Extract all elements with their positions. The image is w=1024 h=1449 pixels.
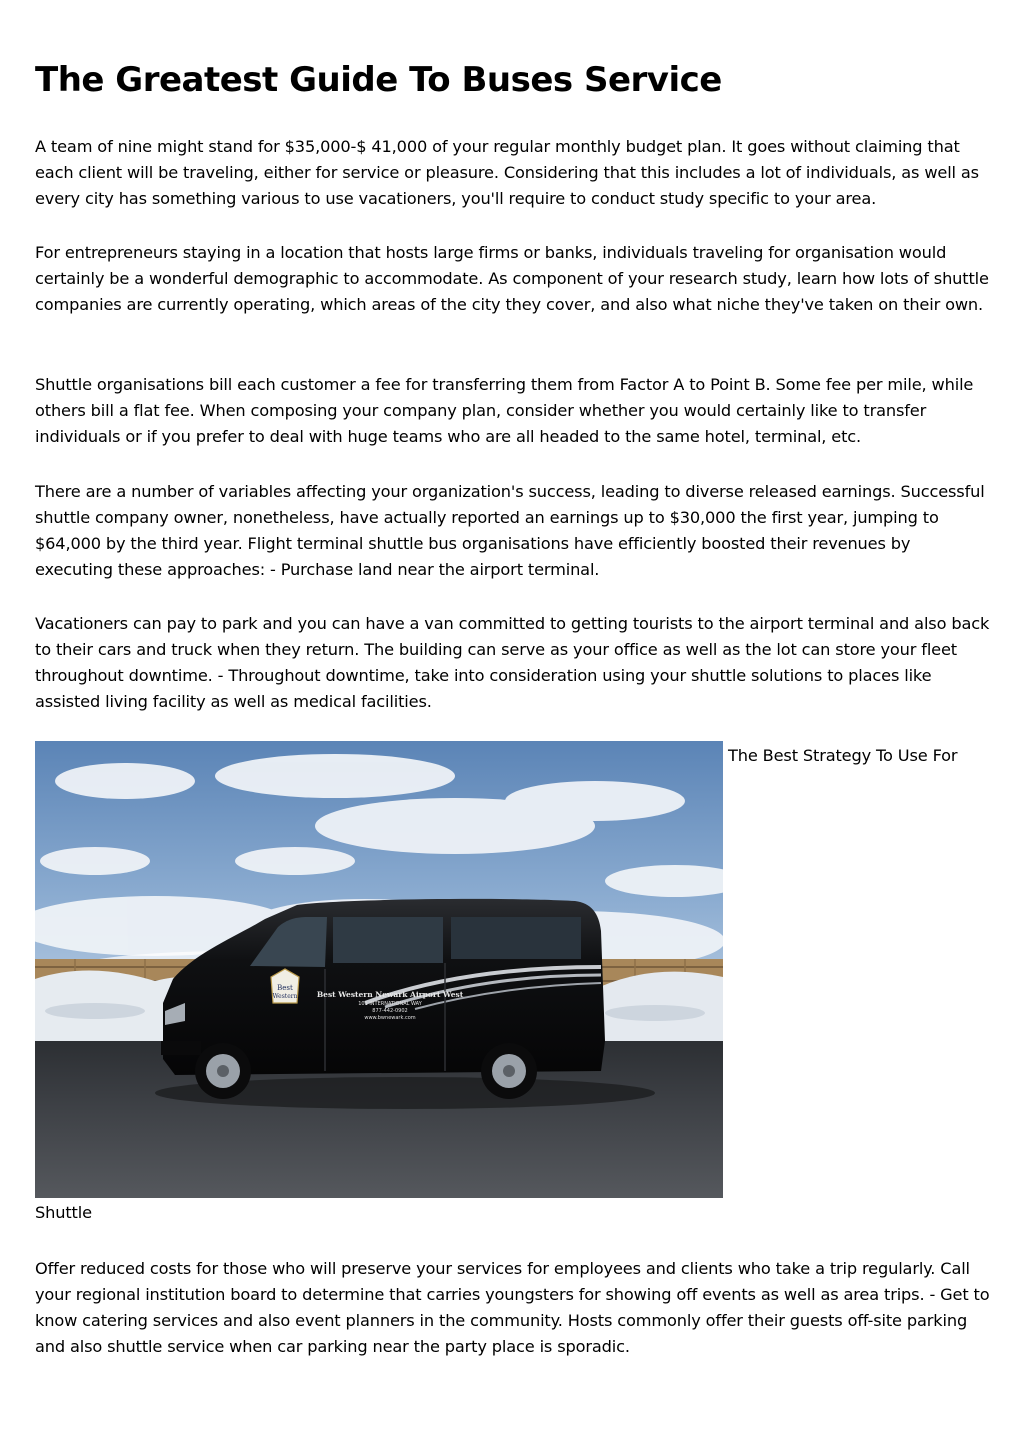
paragraph: Offer reduced costs for those who will preserve your services for employees and clients who take a trip regularly. Call your regional institution board to determine that carries youngsters for showing off events as well as area trips. - Get to know catering services and also event planners in the community. Hosts commonly offer their guests off-site parking and also shuttle service when car parking near the party place is sporadic.: [35, 1259, 990, 1356]
paragraph: Vacationers can pay to park and you can have a van committed to getting tourists to the airport terminal and also back to their cars and truck when they return. The building can serve as your office as well as the lot can store your fleet throughout downtime. - Throughout downtime, take into consideration using your shuttle solutions to places like assisted living facility as well as medical facilities.: [35, 614, 990, 711]
paragraph: For entrepreneurs staying in a location that hosts large firms or banks, individuals traveling for organisation would certainly be a wonderful demographic to accommodate. As component of your research study, learn how lots of shuttle companies are currently operating, which areas of the city they cover, and also what niche they've taken on their own.: [35, 243, 989, 314]
paragraph: Shuttle organisations bill each customer a fee for transferring them from Factor A to Point B. Some fee per mile, while others bill a flat fee. When composing your company plan, consider whether you would certainly like to transfer individuals or if you prefer to deal with huge teams who are all headed to the same hotel, terminal, etc.: [35, 375, 974, 446]
front-wheel: [195, 1043, 251, 1099]
paragraph: A team of nine might stand for $35,000-$ 41,000 of your regular monthly budget plan. It goes without claiming that each client will be traveling, either for service or pleasure. Considering that this includes a lot of individuals, as well as every city has something various to use vacationers, you'll require to conduct study specific to your area.: [35, 137, 979, 208]
image-caption-right: The Best Strategy To Use For: [728, 746, 958, 765]
logo-line-1: Best: [277, 984, 293, 992]
image-caption-below: Shuttle: [35, 1203, 92, 1222]
best-western-logo: [271, 969, 299, 1003]
shuttle-van-photo: [35, 741, 723, 1198]
article-title: The Greatest Guide To Buses Service: [35, 60, 722, 100]
logo-line-2: Western: [272, 993, 298, 1000]
van-website: www.bwnewark.com: [364, 1015, 416, 1021]
van-address: 101 INTERNATIONAL WAY: [358, 1001, 422, 1007]
van-phone: 877-442-0902: [372, 1008, 408, 1014]
van-hotel-name: Best Western Newark Airport West: [316, 990, 464, 999]
paragraph: There are a number of variables affecting your organization's success, leading to diverse released earnings. Successful shuttle company owner, nonetheless, have actually reported an earnings up to $30,000 the first year, jumping to $64,000 by the third year. Flight terminal shuttle bus organisations have efficiently boosted their revenues by executing these approaches: - Purchase land near the airport terminal.: [35, 482, 985, 579]
rear-wheel: [481, 1043, 537, 1099]
